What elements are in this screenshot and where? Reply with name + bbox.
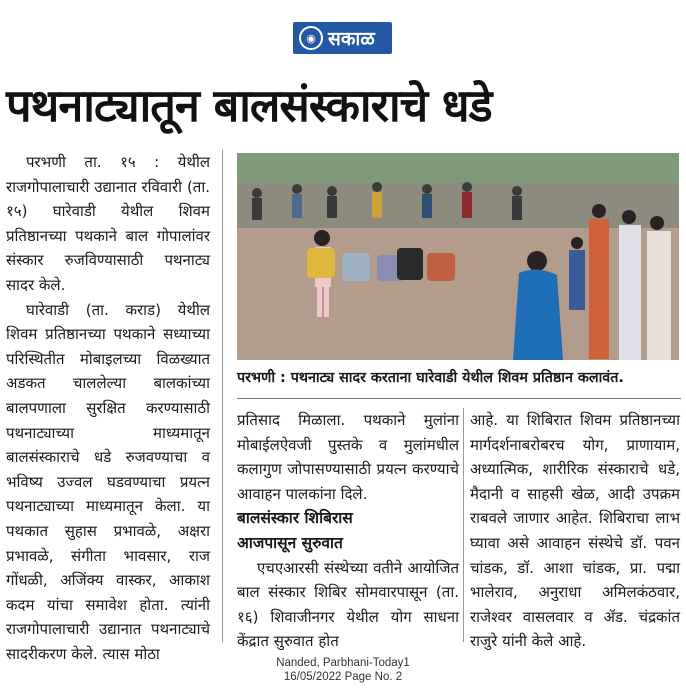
article-paragraph: आहे. या शिबिरात शिवम प्रतिष्ठानच्या मार्गदर्शनाबरोबरच योग, प्राणायाम, अध्यात्मिक, शारीरिक संस्काराचे धडे, मैदानी व साहसी खेळ, आदी उपक्रम राबवले जाणार आहेत. शिबिराचा लाभ घ्यावा असे आवाहन संस्थेचे डॉ. पवन चांडक, डॉ. आशा चांडक, प्रा. पद्मा भालेराव, अनुराधा अमिलकंठवार, राजेश्वर वासलवार व ॲड. चंद्रकांत राजुरे यांनी केले आहे. [470,411,680,651]
article-column-2 [237,408,459,654]
article-paragraph: एचएआरसी संस्थेच्या वतीने आयोजित बाल संस्कार शिबिर सोमवारपासून (ता. १६) शिवाजीनगर येथील योग साधना केंद्रात सुरुवात होत [237,558,459,651]
column-divider [463,408,464,642]
article-paragraph: घारेवाडी (ता. कराड) येथील शिवम प्रतिष्ठानच्या पथकाने सध्याच्या परिस्थितीत मोबाइलच्या विळख्यात अडकत चाललेल्या बालकांच्या बालपणाला सुरक्षित करण्यासाठी पथनाट्याच्या माध्यमातून बालसंस्काराचे धडे रुजवण्याचा व भविष्य उज्वल घडवण्याचा प्रयत्न पथनाट्याच्या माध्यमातून केला. या पथकात सुहास प्रभावळे, अक्षरा प्रभावळे, संगीता भावसार, राज गोंधळी, अजिंक्य वास्कर, आकाश कदम यांचा समावेश होता. त्यांनी राजगोपालाचारी उद्यानात पथनाट्याचे सादरीकरण केले. त्यास मोठा [6,300,210,663]
article-paragraph: प्रतिसाद मिळाला. पथकाने मुलांना मोबाईलऐवजी पुस्तके व मुलांमधील कलागुण जोपासण्यासाठी प्रयत्न करण्याचे आवाहन पालकांना दिले. [237,411,459,503]
article-column-1 [6,150,210,666]
page-footer [0,656,686,684]
date-page-label: 16/05/2022 Page No. 2 [283,671,403,683]
subheading: आजपासून सुरुवात [237,533,343,552]
photo-caption: परभणी : पथनाट्य सादर करताना घारेवाडी येथील शिवम प्रतिष्ठान कलावंत. [237,370,624,386]
sakal-logo [293,22,392,54]
subheading: बालसंस्कार शिबिरास [237,509,353,528]
column-divider [222,150,223,642]
news-photo [237,153,679,360]
article-paragraph: परभणी ता. १५ : येथील राजगोपालाचारी उद्यानात रविवारी (ता. १५) घारेवाडी येथील शिवम प्रतिष्ठानच्या पथकाने बाल गोपालांवर संस्कार रुजविण्यासाठी पथनाट्य सादर केले. [6,153,210,294]
headline: पथनाट्यातून बालसंस्काराचे धडे [6,79,492,132]
article-column-3 [470,408,680,654]
logo-text: सकाळ [328,28,375,50]
photo-illustration [237,153,679,360]
edition-label: Nanded, Parbhani-Today1 [276,657,410,669]
caption-rule [237,398,681,399]
logo-emblem-icon: ◉ [299,26,323,50]
